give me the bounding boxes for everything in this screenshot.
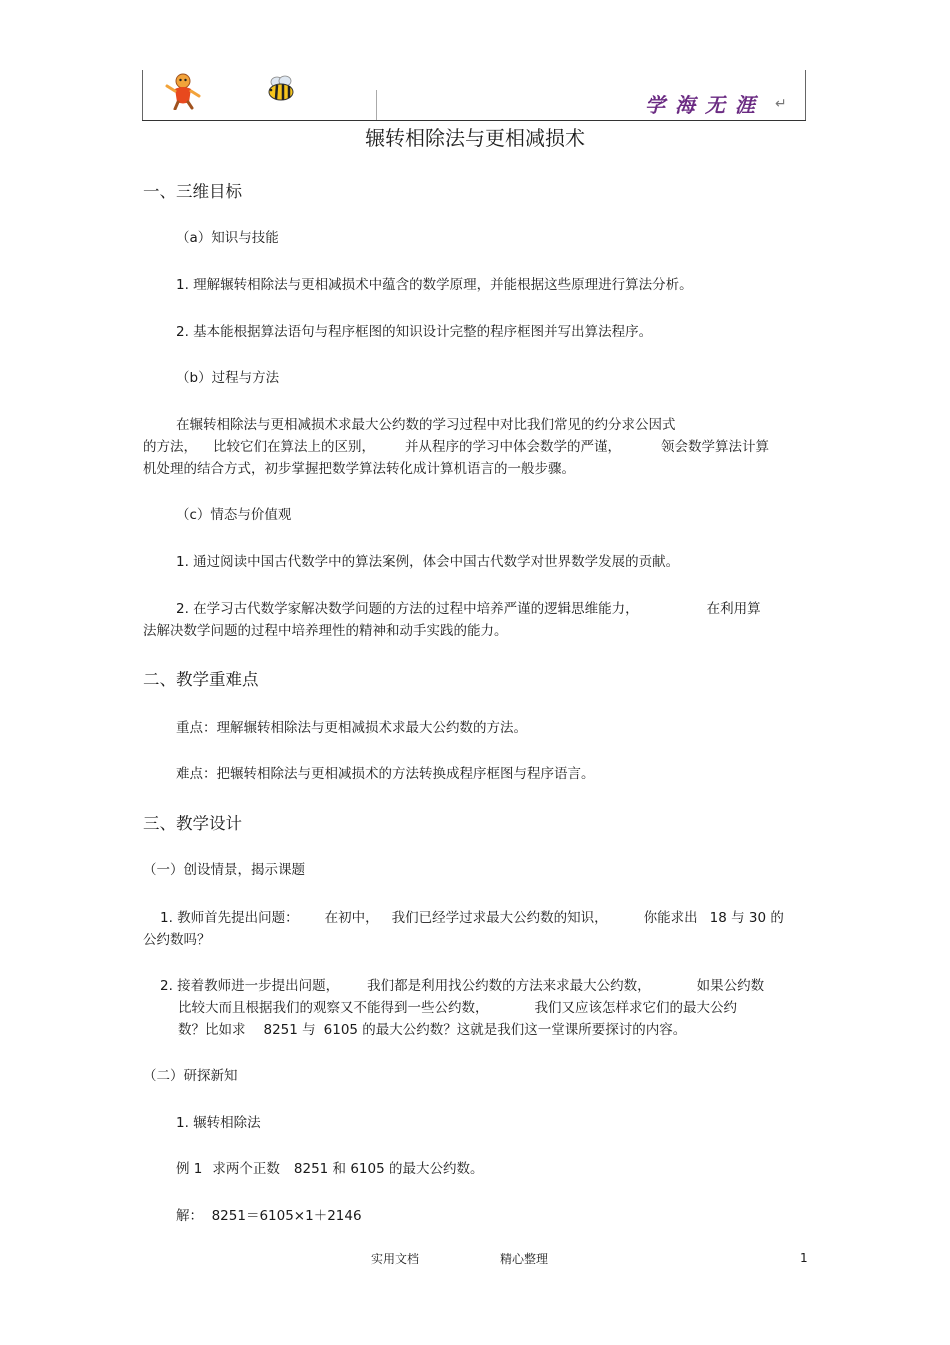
text-run: 8251 和 6105 的最大公约数。 — [293, 1161, 484, 1177]
subheading-explore: （二）研探新知 — [143, 1068, 238, 1084]
text-run: 求两个正数 — [212, 1161, 280, 1177]
paragraph: 重点：理解辗转相除法与更相减损术求最大公约数的方法。 — [176, 720, 527, 736]
header-left-rule — [142, 70, 143, 120]
header-bottom-rule — [142, 120, 806, 121]
text-run: 我们都是利用找公约数的方法来求最大公约数， — [367, 978, 651, 994]
header-mid-rule — [376, 90, 377, 120]
header-right-rule — [805, 70, 806, 120]
section-heading-teaching-design: 三、教学设计 — [143, 814, 242, 833]
subheading-knowledge-skills: （a）知识与技能 — [176, 230, 279, 246]
text-run: 你能求出 — [643, 910, 698, 926]
paragraph: 难点：把辗转相除法与更相减损术的方法转换成程序框图与程序语言。 — [176, 766, 595, 782]
text-run: 例 1 — [176, 1161, 203, 1177]
page-number: 1 — [800, 1251, 808, 1265]
page-title: 辗转相除法与更相减损术 — [365, 126, 585, 150]
paragraph: 2. 基本能根据算法语句与程序框图的知识设计完整的程序框图并写出算法程序。 — [176, 324, 653, 340]
subheading-scenario: （一）创设情景，揭示课题 — [143, 862, 305, 878]
paragraph-line — [178, 1020, 686, 1041]
paragraph: 1. 理解辗转相除法与更相减损术中蕴含的数学原理，并能根据这些原理进行算法分析。 — [176, 277, 693, 293]
section-heading-key-points: 二、教学重难点 — [143, 670, 259, 689]
paragraph-line: 在辗转相除法与更相减损术求最大公约数的学习过程中对比我们常见的约分求公因式 — [176, 417, 676, 433]
example-line — [176, 1159, 483, 1180]
footer-left-text: 实用文档 — [371, 1252, 420, 1266]
text-run: 数？比如求 — [178, 1022, 246, 1038]
text-run: 并从程序的学习中体会数学的严谨， — [405, 439, 621, 455]
paragraph: 1. 通过阅读中国古代数学中的算法案例，体会中国古代数学对世界数学发展的贡献。 — [176, 554, 680, 570]
section-heading-goals: 一、三维目标 — [143, 182, 242, 201]
text-run: 6105 的最大公约数？这就是我们这一堂课所要探讨的内容。 — [323, 1022, 687, 1038]
subheading-emotion-values: （c）情态与价值观 — [176, 507, 292, 523]
text-run: 的方法， — [143, 439, 197, 455]
paragraph-line: 公约数吗？ — [143, 932, 211, 948]
paragraph-line — [143, 437, 769, 458]
text-run: 2. 在学习古代数学家解决数学问题的方法的过程中培养严谨的逻辑思维能力， — [176, 601, 639, 617]
text-run: 在初中， — [324, 910, 379, 926]
text-run: 18 与 30 的 — [709, 910, 784, 926]
paragraph-line — [178, 998, 737, 1019]
text-run: 在利用算 — [706, 601, 761, 617]
text-run: 8251 与 — [263, 1022, 316, 1038]
cartoon-character-icon — [163, 70, 203, 110]
subheading-euclid: 1. 辗转相除法 — [176, 1115, 261, 1131]
text-run: 领会数学算法计算 — [661, 439, 769, 455]
paragraph-line: 法解决数学问题的过程中培养理性的精神和动手实践的能力。 — [143, 623, 508, 639]
text-run: 如果公约数 — [696, 978, 765, 994]
text-run: 我们已经学过求最大公约数的知识， — [391, 910, 608, 926]
return-mark: ↵ — [775, 96, 787, 112]
paragraph-line — [160, 908, 784, 929]
paragraph-line: 机处理的结合方式，初步掌握把数学算法转化成计算机语言的一般步骤。 — [143, 461, 575, 477]
text-run: 1. 教师首先提出问题： — [160, 910, 299, 926]
bee-icon — [263, 74, 299, 104]
paragraph-line — [160, 976, 764, 997]
text-run: 2. 接着教师进一步提出问题， — [160, 978, 340, 994]
subheading-process-method: （b）过程与方法 — [176, 370, 280, 386]
solution-line: 解： 8251＝6105×1＋2146 — [176, 1208, 362, 1224]
text-run: 比较它们在算法上的区别， — [213, 439, 375, 455]
logo-text: 学海无涯 — [645, 93, 765, 117]
text-run: 我们又应该怎样求它们的最大公约 — [534, 1000, 737, 1016]
paragraph-line — [176, 599, 761, 620]
footer-mid-text: 精心整理 — [500, 1252, 549, 1266]
text-run: 比较大而且根据我们的观察又不能得到一些公约数， — [178, 1000, 489, 1016]
